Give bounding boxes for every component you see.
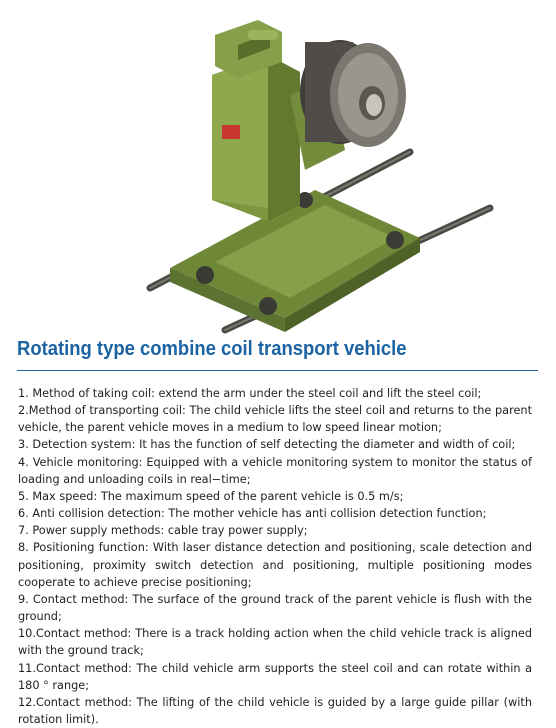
parent-vehicle-frame [170,190,420,332]
feature-item: 7. Power supply methods: cable tray power supply; [18,524,308,538]
feature-item: 3. Detection system: It has the function of self detecting the diameter and width of coil; [18,438,516,452]
title-divider [17,370,538,371]
feature-item: 12.Contact method: The lifting of the child vehicle is guided by a large guide pillar (with rotation limit). [18,695,532,726]
rotating-column [212,20,300,222]
warning-label [222,125,240,139]
page-title: Rotating type combine coil transport vehicle [17,337,407,360]
feature-item: 1. Method of taking coil: extend the arm under the steel coil and lift the steel coil; [18,387,482,400]
feature-item: 6. Anti collision detection: The mother vehicle has anti collision detection function; [18,507,487,521]
feature-list [18,385,532,728]
coil-transport-vehicle-illustration [0,0,556,338]
feature-item: 2.Method of transporting coil: The child vehicle lifts the steel coil and returns to the parent vehicle, the parent vehicle moves in a medium to low speed linear motion; [18,404,532,435]
steel-coil [300,40,406,147]
feature-item: 9. Contact method: The surface of the ground track of the parent vehicle is flush with the ground; [18,592,532,624]
feature-item: 10.Contact method: There is a track holding action when the child vehicle track is aligned with the ground track; [18,627,532,658]
feature-item: 11.Contact method: The child vehicle arm supports the steel coil and can rotate within a 180 ° range; [18,661,532,692]
feature-item: 5. Max speed: The maximum speed of the parent vehicle is 0.5 m/s; [18,489,404,503]
feature-item: 8. Positioning function: With laser distance detection and positioning, scale detection and positioning, proximity switch detection and positioning, multiple positioning modes cooperate to achieve precise positioning; [18,541,532,589]
feature-item: 4. Vehicle monitoring: Equipped with a vehicle monitoring system to monitor the status of loading and unloading coils in real−time; [18,455,532,486]
